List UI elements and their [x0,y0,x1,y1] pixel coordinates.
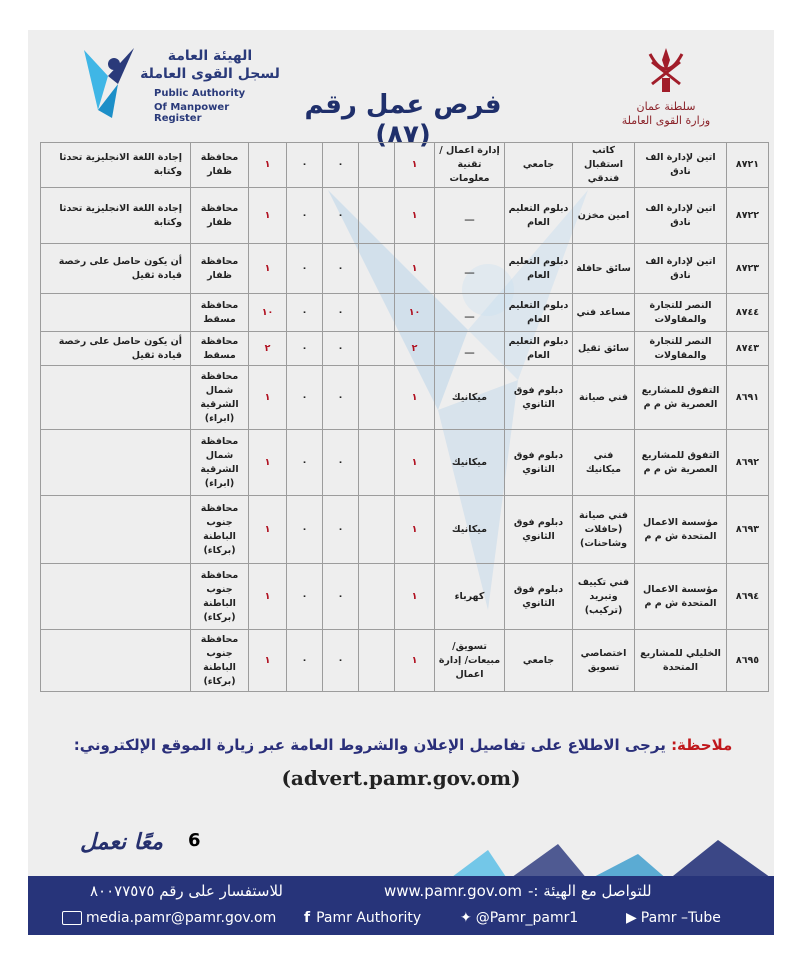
pamr-bird-logo-icon [78,40,138,120]
header [28,30,774,150]
ministry-ar-line1: سلطنة عمان [636,100,696,113]
twitter-icon: ✦ [460,910,472,926]
cell-c2 [359,430,395,496]
website-link[interactable]: (advert.pamr.gov.om) [281,766,521,790]
cell-c3: ٠ [323,430,359,496]
cell-c3: ٠ [323,244,359,294]
cell-c4: ٠ [287,244,323,294]
cell-c1: ١ [395,143,435,188]
page-number: 6 [188,830,201,851]
cell-c4: ٠ [287,143,323,188]
cell-company: النصر للتجارة والمقاولات [635,332,727,366]
cell-qual: دبلوم التعليم العام [505,294,573,332]
job-listing-page [28,30,774,935]
cell-spec: إدارة اعمال / تقنية معلومات [435,143,505,188]
cell-num: ٨٧٤٣ [727,332,769,366]
cell-num: ٨٦٩٥ [727,630,769,692]
cell-gov: محافظة ظفار [191,244,249,294]
cell-num: ٨٦٩٣ [727,496,769,564]
cell-job: امين مخزن [573,188,635,244]
footer-site-link[interactable]: www.pamr.gov.om [384,882,523,900]
cell-c3: ٠ [323,143,359,188]
cell-c2 [359,630,395,692]
cell-c2 [359,143,395,188]
footer-email[interactable]: media.pamr@pamr.gov.om [62,910,276,926]
cell-job: فني صيانة [573,366,635,430]
cell-qual: دبلوم فوق الثانوي [505,496,573,564]
cell-c4: ٠ [287,188,323,244]
cell-c1: ١ [395,188,435,244]
cell-company: النصر للتجارة والمقاولات [635,294,727,332]
cell-num: ٨٧٤٤ [727,294,769,332]
cell-c1: ١ [395,430,435,496]
phone-text: للاستفسار على رقم ٨٠٠٧٧٥٧٥ [90,882,283,900]
cell-c2 [359,564,395,630]
cell-gov: محافظة جنوب الباطنة (بركاء) [191,496,249,564]
cell-c2 [359,332,395,366]
cell-job: فني ميكانيك [573,430,635,496]
cell-company: اتين لإدارة الف نادق [635,143,727,188]
cell-c5: ١ [249,366,287,430]
cell-num: ٨٧٢٢ [727,188,769,244]
cell-c1: ٢ [395,332,435,366]
cell-c2 [359,294,395,332]
note [58,736,748,754]
cell-job: سائق ثقيل [573,332,635,366]
cell-req [41,564,191,630]
cell-c5: ١ [249,244,287,294]
cell-spec: كهرباء [435,564,505,630]
cell-c3: ٠ [323,564,359,630]
youtube-icon: ▶ [626,910,637,926]
cell-gov: محافظة ظفار [191,143,249,188]
cell-c3: ٠ [323,366,359,430]
cell-c2 [359,496,395,564]
cell-spec: ميكانيك [435,366,505,430]
note-text: يرجى الاطلاع على تفاصيل الإعلان والشروط العامة عبر زيارة الموقع الإلكتروني: [73,736,666,754]
footer [28,876,774,935]
cell-spec: تسويق/ مبيعات/ إدارة اعمال [435,630,505,692]
contact-label: للتواصل مع الهيئة :- [528,882,652,900]
cell-spec: ميكانيك [435,496,505,564]
cell-company: اتين لإدارة الف نادق [635,244,727,294]
cell-c5: ١ [249,188,287,244]
cell-num: ٨٧٢١ [727,143,769,188]
footer-twitter[interactable]: ✦ @Pamr_pamr1 [460,910,579,926]
cell-c1: ١ [395,496,435,564]
cell-c4: ٠ [287,630,323,692]
cell-req [41,366,191,430]
cell-c4: ٠ [287,332,323,366]
oman-emblem-icon [644,44,688,96]
cell-c1: ١٠ [395,294,435,332]
page-title: فرص عمل رقم (٨٧) [304,90,502,150]
cell-req [41,430,191,496]
cell-c4: ٠ [287,294,323,332]
cell-c5: ١ [249,430,287,496]
cell-company: التفوق للمشاريع العصرية ش م م [635,430,727,496]
footer-decoration-icon [448,840,774,880]
cell-req: إجادة اللغة الانجليزية تحدثا وكتابة [41,188,191,244]
cell-req [41,294,191,332]
cell-c1: ١ [395,366,435,430]
logo-ar-line1: الهيئة العامة [167,48,253,64]
cell-job: فني تكييف وتبريد (تركيب) [573,564,635,630]
cell-spec: __ [435,332,505,366]
cell-c4: ٠ [287,366,323,430]
cell-req: أن يكون حاصل على رخصة قيادة ثقيل [41,244,191,294]
cell-gov: محافظة مسقط [191,294,249,332]
cell-c4: ٠ [287,564,323,630]
cell-gov: محافظة مسقط [191,332,249,366]
note-label: ملاحظة: [671,736,733,754]
cell-c5: ٢ [249,332,287,366]
logo-en-line1: Public Authority [154,88,246,99]
cell-c4: ٠ [287,496,323,564]
cell-job: اختصاصي تسويق [573,630,635,692]
cell-c5: ١ [249,143,287,188]
cell-req: أن يكون حاصل على رخصة قيادة ثقيل [41,332,191,366]
cell-qual: دبلوم التعليم العام [505,188,573,244]
cell-spec: __ [435,188,505,244]
table-row [41,188,769,244]
ministry-logo [616,44,716,134]
table-row [41,630,769,692]
cell-c1: ١ [395,564,435,630]
ministry-ar-line2: وزارة القوى العاملة [621,114,711,127]
cell-job: فني صيانة (حافلات وشاحنات) [573,496,635,564]
cell-qual: جامعي [505,630,573,692]
cell-company: اتين لإدارة الف نادق [635,188,727,244]
cell-c3: ٠ [323,332,359,366]
cell-gov: محافظة جنوب الباطنة (بركاء) [191,564,249,630]
cell-c1: ١ [395,630,435,692]
table-row [41,294,769,332]
cell-qual: دبلوم التعليم العام [505,244,573,294]
slogan: معًا نعمل [80,830,163,855]
email-icon [62,911,82,925]
logo-ar-line2: لسجل القوى العاملة [140,66,280,82]
cell-spec: __ [435,294,505,332]
cell-company: مؤسسة الاعمال المتحدة ش م م [635,496,727,564]
cell-qual: دبلوم فوق الثانوي [505,564,573,630]
table-row [41,496,769,564]
cell-job: مساعد فني [573,294,635,332]
cell-qual: دبلوم التعليم العام [505,332,573,366]
cell-gov: محافظة جنوب الباطنة (بركاء) [191,630,249,692]
cell-num: ٨٦٩١ [727,366,769,430]
cell-qual: جامعي [505,143,573,188]
cell-c2 [359,244,395,294]
cell-c1: ١ [395,244,435,294]
cell-req: إجادة اللغة الانجليزية تحدثا وكتابة [41,143,191,188]
cell-company: الخليلي للمشاريع المتحدة [635,630,727,692]
cell-gov: محافظة شمال الشرقية (ابراء) [191,430,249,496]
cell-company: مؤسسة الاعمال المتحدة ش م م [635,564,727,630]
cell-gov: محافظة ظفار [191,188,249,244]
facebook-icon: f [304,910,311,926]
cell-c4: ٠ [287,430,323,496]
jobs-table [40,142,769,692]
cell-num: ٨٧٢٣ [727,244,769,294]
footer-facebook[interactable]: f Pamr Authority [304,910,422,926]
cell-company: التفوق للمشاريع العصرية ش م م [635,366,727,430]
cell-c3: ٠ [323,188,359,244]
table-row [41,332,769,366]
cell-num: ٨٦٩٢ [727,430,769,496]
pamr-logo [78,36,278,134]
cell-gov: محافظة شمال الشرقية (ابراء) [191,366,249,430]
cell-qual: دبلوم فوق الثانوي [505,430,573,496]
cell-c5: ١ [249,630,287,692]
cell-num: ٨٦٩٤ [727,564,769,630]
cell-c2 [359,366,395,430]
table-row [41,244,769,294]
cell-qual: دبلوم فوق الثانوي [505,366,573,430]
cell-c3: ٠ [323,496,359,564]
cell-c5: ١ [249,496,287,564]
cell-c2 [359,188,395,244]
cell-job: كاتب استقبال فندقي [573,143,635,188]
cell-req [41,496,191,564]
table-row [41,366,769,430]
table-row [41,143,769,188]
logo-en-line2: Of Manpower Register [154,102,230,124]
cell-spec: __ [435,244,505,294]
table-row [41,430,769,496]
footer-youtube[interactable]: ▶ Pamr –Tube [626,910,721,926]
cell-spec: ميكانيك [435,430,505,496]
cell-c5: ١ [249,564,287,630]
cell-c3: ٠ [323,630,359,692]
cell-job: سائق حافلة [573,244,635,294]
cell-c5: ١٠ [249,294,287,332]
cell-c3: ٠ [323,294,359,332]
table-row [41,564,769,630]
cell-req [41,630,191,692]
